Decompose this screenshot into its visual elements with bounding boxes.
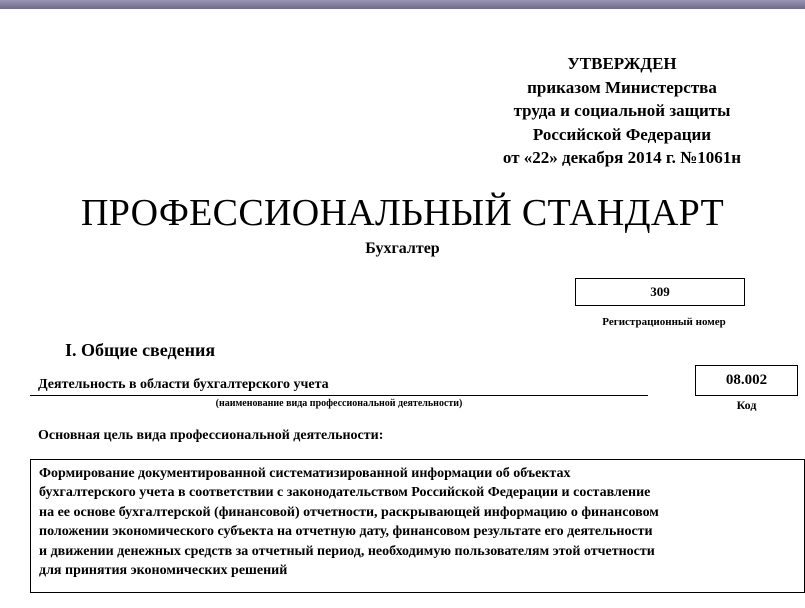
goal-line: и движении денежных средств за отчетный период, необходимую пользователям этой отчетности xyxy=(39,543,655,559)
approval-line: УТВЕРЖДЕН xyxy=(567,54,677,73)
document-subtitle: Бухгалтер xyxy=(365,240,440,257)
registration-number-label: Регистрационный номер xyxy=(602,316,726,328)
activity-name: Деятельность в области бухгалтерского учета xyxy=(30,375,648,396)
activity-code-label: Код xyxy=(736,398,757,412)
window-top-bar xyxy=(0,0,805,9)
approval-line: Российской Федерации xyxy=(532,124,712,144)
activity-code-box: 08.002 xyxy=(695,365,798,396)
registration-number-box: 309 xyxy=(575,278,745,306)
approval-line: приказом Министерства xyxy=(527,77,717,97)
activity-note: (наименование вида профессиональной деятельности) xyxy=(215,398,463,409)
approval-block xyxy=(457,52,787,170)
document-title: ПРОФЕССИОНАЛЬНЫЙ СТАНДАРТ xyxy=(81,192,724,234)
section-title: I. Общие сведения xyxy=(65,340,216,360)
goal-line: бухгалтерского учета в соответствии с законодательством Российской Федерации и составление xyxy=(39,485,651,501)
goal-text-box xyxy=(30,459,805,593)
approval-line: от «22» декабря 2014 г. №1061н xyxy=(502,148,742,167)
goal-line: Формирование документированной систематизированной информации об объектах xyxy=(39,466,571,481)
goal-line: на ее основе бухгалтерской (финансовой) отчетности, раскрывающей информацию о финансовом xyxy=(39,504,659,520)
goal-label: Основная цель вида профессиональной деятельности: xyxy=(38,428,384,443)
approval-line: труда и социальной защиты xyxy=(513,101,731,120)
goal-line: для принятия экономических решений xyxy=(39,563,288,579)
goal-line: положении экономического субъекта на отчетную дату, финансовом результате его деятельности xyxy=(39,524,653,540)
